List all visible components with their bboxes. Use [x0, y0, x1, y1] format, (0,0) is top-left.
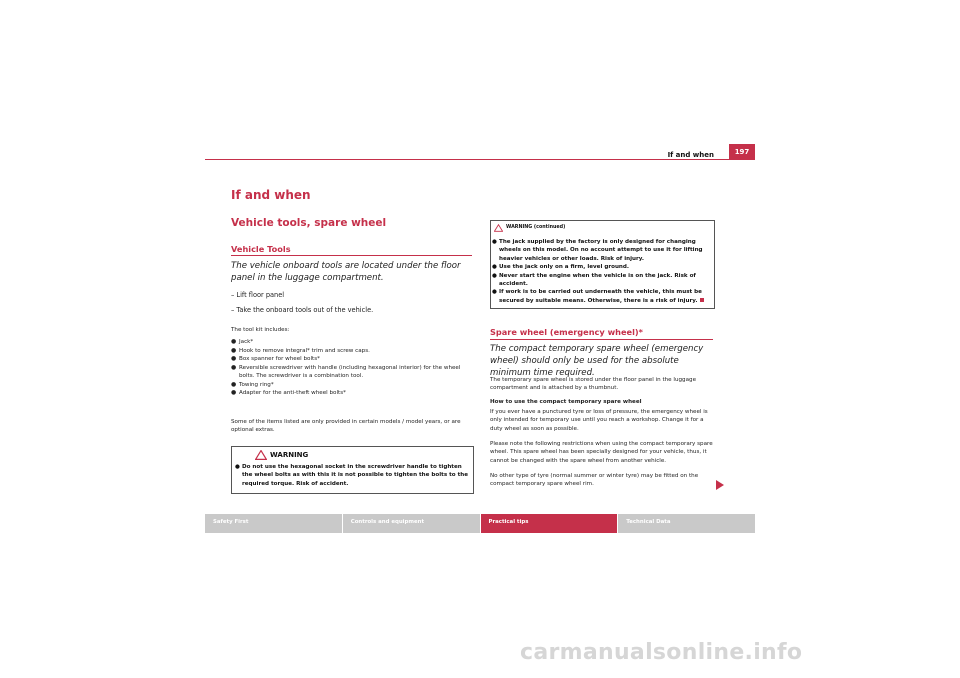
bullet-icon: ●	[492, 272, 497, 279]
bullet-icon: ●	[492, 239, 497, 245]
step-2: – Take the onboard tools out of the vehicle.	[231, 306, 374, 314]
tab-practical-tips[interactable]: Practical tips	[481, 514, 618, 533]
list-item: ● The jack supplied by the factory is only designed for changing wheels on this model. On no account attempt to use it for lifting heavier vehicles or other loads. Risk of injury.	[492, 239, 703, 262]
list-item: ● If work is to be carried out underneath the vehicle, this must be secured by suitable means. Otherwise, there is a risk of injury.	[492, 288, 712, 305]
list-item: ● Towing ring*	[231, 380, 274, 388]
bullet-icon: ●	[231, 389, 237, 396]
watermark: carmanualsonline.info	[520, 640, 803, 665]
bullet-icon: ●	[235, 464, 240, 470]
spare-wheel-paragraph: No other type of tyre (normal summer or winter tyre) may be fitted on the compact temporary spare wheel rim.	[490, 473, 699, 488]
list-item: ● Reversible screwdriver with handle (including hexagonal interior) for the wheel bolts. The screwdriver is a combination tool.	[231, 363, 461, 379]
next-page-arrow-icon[interactable]	[716, 480, 724, 490]
warning-triangle-icon	[494, 224, 503, 232]
spare-wheel-paragraph: If you ever have a punctured tyre or loss of pressure, the emergency wheel is only intended for temporary use until you reach a workshop. Change it for a duty wheel as soon as possible.	[490, 409, 708, 432]
warning-continued-box	[490, 220, 715, 309]
list-item: ● Box spanner for wheel bolts*	[231, 355, 320, 362]
spare-wheel-paragraph: The temporary spare wheel is stored under the floor panel in the luggage compartment and is attached by a thumbnut.	[490, 377, 697, 392]
list-item: ● Jack*	[231, 338, 254, 345]
spare-wheel-intro: The compact temporary spare wheel (emergency wheel) should only be used for the absolute minimum time required.	[490, 344, 704, 378]
list-item: ● Never start the engine when the vehicle is on the jack. Risk of accident.	[492, 272, 696, 288]
page-number: 197	[729, 144, 755, 160]
warning-title: WARNING	[270, 451, 309, 459]
tab-controls-and-equipment[interactable]: Controls and equipment	[343, 514, 480, 533]
bullet-icon: ●	[231, 338, 237, 345]
kit-intro: The tool kit includes:	[231, 327, 290, 333]
end-of-section-icon	[700, 298, 704, 302]
heading-rule	[231, 255, 472, 256]
list-item: ● Adapter for the anti-theft wheel bolts*	[231, 389, 346, 396]
step-1: – Lift floor panel	[231, 291, 285, 299]
running-head: If and when	[667, 151, 714, 159]
bullet-icon: ●	[492, 264, 497, 271]
page-title: If and when	[231, 188, 311, 202]
spare-wheel-paragraph: Please note the following restrictions when using the compact temporary spare wheel. This spare wheel has been specially designed for your vehicle, thus, it cannot be changed with the spare wheel from another vehicle.	[490, 441, 713, 464]
tab-technical-data[interactable]: Technical Data	[618, 514, 755, 533]
bullet-icon: ●	[231, 355, 237, 362]
tab-safety-first[interactable]: Safety First	[205, 514, 342, 533]
warning-list	[492, 238, 712, 305]
bullet-icon: ●	[492, 289, 497, 296]
kit-list	[231, 338, 473, 398]
heading-rule	[490, 339, 713, 340]
warning-box	[231, 446, 474, 494]
warning-triangle-icon	[255, 450, 267, 460]
warning-title: WARNING (continued)	[506, 225, 566, 230]
list-item: ● Hook to remove integral* trim and screw caps.	[231, 346, 370, 354]
vehicle-tools-heading: Vehicle Tools	[231, 244, 291, 254]
kit-note: Some of the items listed are only provided in certain models / model years, or are optional extras.	[231, 419, 461, 434]
warning-list	[235, 463, 469, 488]
list-item: ● Use the jack only on a firm, level ground.	[492, 264, 630, 271]
spare-wheel-heading: Spare wheel (emergency wheel)*	[490, 327, 643, 337]
header-rule	[205, 159, 755, 160]
bullet-icon: ●	[231, 346, 237, 354]
bullet-icon: ●	[231, 380, 237, 388]
vehicle-tools-intro: The vehicle onboard tools are located under the floor panel in the luggage compartment.	[231, 261, 461, 283]
footer-nav	[205, 514, 755, 533]
section-title: Vehicle tools, spare wheel	[231, 217, 387, 229]
bullet-icon: ●	[231, 363, 237, 371]
list-item: ● Do not use the hexagonal socket in the screwdriver handle to tighten the wheel bolts as with this it is not possible to tighten the bolts to the required torque. Risk of accident.	[235, 464, 469, 487]
spare-wheel-subheading: How to use the compact temporary spare wheel	[490, 399, 642, 405]
